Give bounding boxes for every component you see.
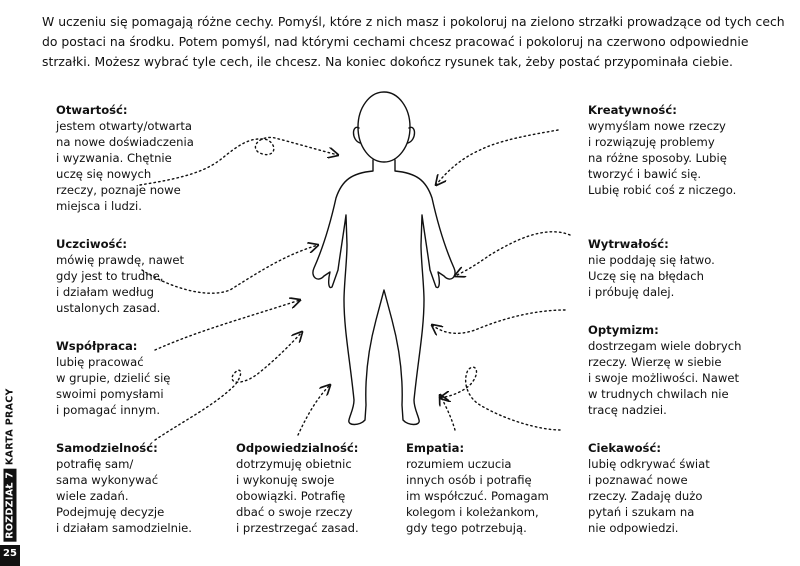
section-label: KARTA PRACY <box>4 388 16 466</box>
trait-line: lubię odkrywać świat <box>588 457 710 471</box>
trait-line: rzeczy. Wierzę w siebie <box>588 355 722 369</box>
arrow-ciekawosc <box>440 367 560 430</box>
trait-line: i swoje możliwości. Nawet <box>588 371 739 385</box>
trait-line: im współczuć. Pomagam <box>406 489 549 503</box>
trait-line: rzeczy, poznaje nowe <box>56 183 181 197</box>
trait-line: Podejmuję decyzje <box>56 505 165 519</box>
trait-line: nie odpowiedzi. <box>588 521 679 535</box>
arrow-optymizm <box>432 310 565 333</box>
trait-line: mówię prawdę, nawet <box>56 253 185 267</box>
trait-otwartosc <box>56 102 194 214</box>
trait-samodzielnosc <box>56 440 192 536</box>
trait-uczciwosc <box>56 236 184 316</box>
trait-title: Kreatywność: <box>588 103 677 117</box>
trait-line: rozumiem uczucia <box>406 457 512 471</box>
trait-line: kolegom i koleżankom, <box>406 505 539 519</box>
trait-line: na różne sposoby. Lubię <box>588 151 727 165</box>
trait-title: Optymizm: <box>588 323 659 337</box>
trait-optymizm <box>588 322 742 418</box>
side-tab <box>5 388 16 541</box>
trait-line: i poznawać nowe <box>588 473 688 487</box>
trait-line: rzeczy. Zadaję dużo <box>588 489 703 503</box>
trait-line: Lubię robić coś z niczego. <box>588 183 737 197</box>
trait-title: Empatia: <box>406 441 465 455</box>
trait-title: Odpowiedzialność: <box>236 441 359 455</box>
trait-title: Otwartość: <box>56 103 128 117</box>
trait-wytrwalosc <box>588 236 715 300</box>
trait-ciekawosc <box>588 440 710 536</box>
trait-line: dostrzegam wiele dobrych <box>588 339 742 353</box>
trait-line: i pomagać innym. <box>56 403 161 417</box>
arrow-empatia <box>440 395 455 430</box>
trait-line: gdy tego potrzebują. <box>406 521 527 535</box>
trait-line: ustalonych zasad. <box>56 301 161 315</box>
trait-line: nie poddaję się łatwo. <box>588 253 715 267</box>
trait-title: Ciekawość: <box>588 441 661 455</box>
trait-line: potrafię sam/ <box>56 457 134 471</box>
arrow-samodzielnosc <box>155 332 302 440</box>
trait-line: swoimi pomysłami <box>56 387 164 401</box>
trait-line: wiele zadań. <box>56 489 129 503</box>
trait-line: w grupie, dzielić się <box>56 371 171 385</box>
trait-line: i próbuję dalej. <box>588 285 675 299</box>
page-number: 25 <box>3 548 17 559</box>
trait-line: obowiązki. Potrafię <box>236 489 346 503</box>
trait-line: tworzyć i bawić się. <box>588 167 702 181</box>
trait-empatia <box>406 440 549 536</box>
trait-line: i rozwiązuję problemy <box>588 135 715 149</box>
trait-title: Wytrwałość: <box>588 237 669 251</box>
trait-line: na nowe doświadczenia <box>56 135 194 149</box>
trait-line: dotrzymuję obietnic <box>236 457 352 471</box>
trait-line: i działam samodzielnie. <box>56 521 192 535</box>
arrow-wytrwalosc <box>455 232 570 276</box>
trait-line: i wyzwania. Chętnie <box>56 151 172 165</box>
trait-line: innych osób i potrafię <box>406 473 532 487</box>
trait-line: jestem otwarty/otwarta <box>56 119 193 133</box>
trait-odpowiedzialnosc <box>236 440 359 536</box>
trait-line: tracę nadziei. <box>588 403 667 417</box>
trait-line: wymyślam nowe rzeczy <box>588 119 726 133</box>
trait-title: Uczciwość: <box>56 237 127 251</box>
trait-line: Uczę się na błędach <box>588 269 704 283</box>
instructions-text: W uczeniu się pomagają różne cechy. Pomyśl, które z nich masz i pokoloruj na zielono strzałki prowadzące od tych cech do postaci na środku. Potem pomyśl, nad którymi cechami chcesz pracować i pokoloruj na czerwono odpowiednie strzałki. Możesz wybrać tyle cech, ile chcesz. Na koniec dokończ rysunek tak, żeby postać przypominała ciebie. <box>42 14 785 69</box>
trait-line: w trudnych chwilach nie <box>588 387 729 401</box>
trait-line: pytań i szukam na <box>588 505 695 519</box>
trait-line: sama wykonywać <box>56 473 159 487</box>
trait-line: lubię pracować <box>56 355 144 369</box>
trait-line: gdy jest to trudne, <box>56 269 164 283</box>
trait-title: Współpraca: <box>56 339 138 353</box>
trait-line: uczę się nowych <box>56 167 152 181</box>
trait-line: i wykonuję swoje <box>236 473 335 487</box>
arrow-kreatywnosc <box>436 130 558 185</box>
chapter-label: ROZDZIAŁ 7 <box>4 469 17 542</box>
trait-title: Samodzielność: <box>56 441 158 455</box>
trait-line: miejsca i ludzi. <box>56 199 142 213</box>
arrow-odpowiedzialnosc <box>298 385 330 435</box>
trait-wspolpraca <box>56 338 170 418</box>
trait-line: i przestrzegać zasad. <box>236 521 359 535</box>
trait-line: dbać o swoje rzeczy <box>236 505 353 519</box>
child-figure-outline <box>313 92 455 425</box>
trait-kreatywnosc <box>588 102 736 198</box>
trait-line: i działam według <box>56 285 155 299</box>
arrows <box>140 130 570 440</box>
